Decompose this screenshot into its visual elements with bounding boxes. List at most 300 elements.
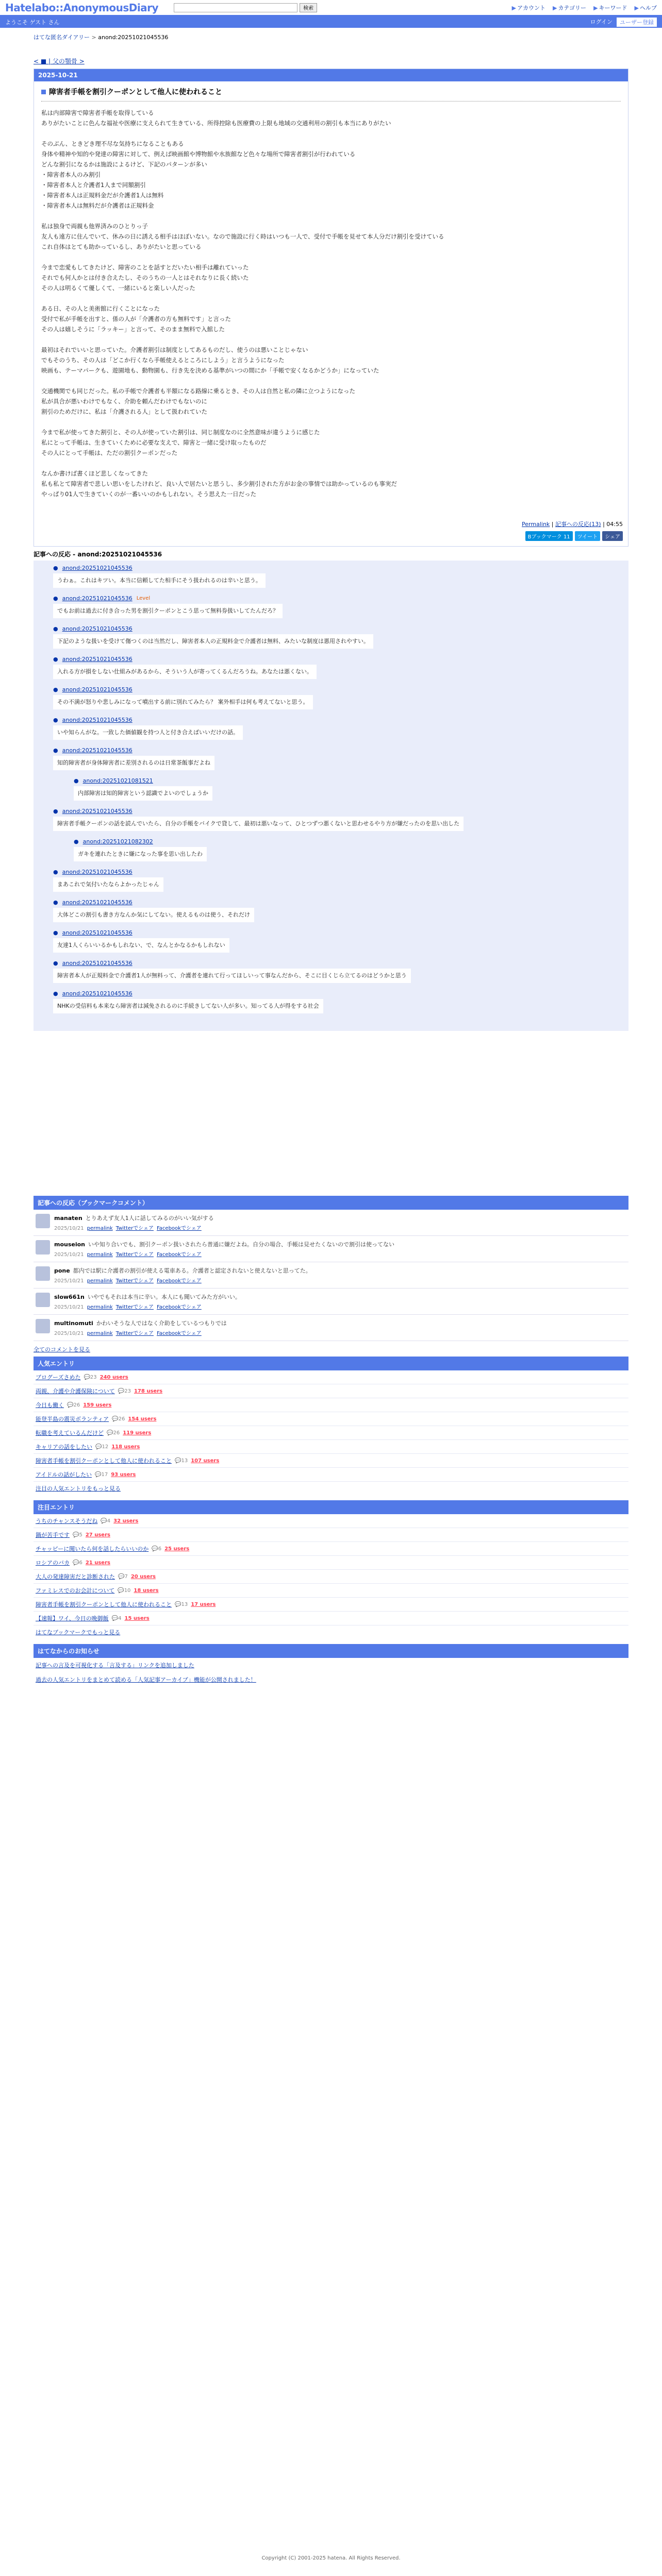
ref-body: でもお前は過去に付き合った男を割引クーポンとこう思って無料券扱いしてたんだろ？ [53,604,283,618]
article-line: 映画も、テーマパークも、遊園地も、動物園も、行き先を決める基準がいつの間にか「手帳で安くなるかどうか」になっていた [41,367,379,374]
rank-item [34,1584,628,1598]
article-line: ・障害者本人は無料だが介護者は正規料金 [41,202,154,209]
bookmark-user[interactable]: pone [54,1267,70,1274]
bookmark-meta [54,1302,241,1310]
comment-icon: 💬 [101,1518,107,1524]
bookmark-user[interactable]: multinomuti [54,1320,93,1327]
bullet-icon: ● [53,899,58,906]
ref-head [53,747,623,754]
ref-head [53,656,623,663]
comment-icon: 💬 [118,1388,125,1394]
ref-link[interactable]: anond:20251021045536 [62,717,133,723]
help-link[interactable]: ▶ ヘルプ [634,4,657,11]
popular-more-link[interactable]: 注目の人気エントリをもっと見る [36,1485,121,1492]
article-footer: Permalink | 記事への反応(13) | 04:55 [522,521,623,528]
rank-item [34,1412,628,1426]
comment-count-value: 7 [124,1573,128,1580]
bookmark-users[interactable]: 27 users [85,1532,110,1538]
rank-item [34,1598,628,1612]
bookmark-line [54,1214,214,1222]
article-paragraph [41,262,621,293]
bookmark-action-link[interactable]: Twitterでシェア [115,1331,154,1336]
ref-link[interactable]: anond:20251021045536 [62,625,133,632]
rank-item [34,1542,628,1556]
hot-more-link[interactable]: はてなブックマークでもっと見る [36,1629,121,1636]
hot-list [34,1514,628,1625]
comment-count [95,1444,108,1450]
ref-link[interactable]: anond:20251021045536 [62,990,133,997]
rank-title-link[interactable]: 両親、介護や介護保険について [36,1388,115,1395]
comment-icon: 💬 [112,1416,119,1422]
article-line: ある日、その人と美術館に行くことになった [41,305,160,312]
rank-title-link[interactable]: 今日も働く [36,1402,64,1409]
ref-body: 障害者本人が正規料金で介護者1人が無料って、介護者を連れて行ってほしいって事なんだから、そこに目くじら立てるのはどうかと思う [53,969,411,983]
article-paragraph [41,345,621,376]
article-paragraph [41,427,621,458]
notice-link[interactable]: 記事への言及を可視化する「言及する」リンクを追加しました [36,1662,194,1669]
ref-head [53,929,623,936]
bullet-icon: ● [74,777,79,784]
article-paragraph [41,108,621,128]
login-link[interactable]: ログイン [590,19,613,25]
breadcrumb-sep: > [91,34,96,41]
bookmark-line [54,1293,241,1301]
entry-nav [34,57,628,65]
ref-item [53,899,623,922]
article [34,69,628,547]
article-line: 私は内部障害で障害者手帳を取得している [41,109,154,116]
ref-body: 友達1人くらいいるかもしれない、で、なんとかなるかもしれない [53,938,229,953]
bookmark-item [34,1210,628,1236]
bullet-icon: ● [74,838,79,845]
category-link[interactable]: ▶ カテゴリー [553,4,587,11]
rank-title-link[interactable]: 鍋が苦手です [36,1532,70,1538]
ref-item [53,595,623,618]
refs-count-link[interactable]: 記事への反応(13) [555,521,601,528]
article-line: 今まで私が使ってきた割引と、その人が使っていた割引は、同じ制度なのに全然意味が違うように感じた [41,429,320,436]
article-line: それでも何人かとは付き合えたし、そのうちの一人とはそれなりに長く続いた [41,274,249,281]
article-line: そのぶん、ときどき理不尽な気持ちになることもある [41,140,184,147]
article-line: 受付で私が手帳を出すと、係の人が「介護者の方も無料です」と言った [41,315,231,323]
bookmark-user[interactable]: manaten [54,1215,82,1222]
bookmark-users[interactable]: 240 users [100,1374,128,1380]
ref-head [53,625,623,632]
bookmark-users[interactable]: 20 users [130,1573,156,1580]
comment-count-value: 23 [90,1374,97,1380]
comment-count [152,1546,161,1552]
ref-link[interactable]: anond:20251021045536 [62,869,133,875]
rank-title-link[interactable]: 大人の発達障害だと診断された [36,1573,115,1580]
comment-count [67,1402,80,1408]
facebook-share-button[interactable]: シェア [602,531,623,541]
top-bar [0,0,662,16]
bookmark-body [54,1319,227,1336]
comment-count-value: 13 [181,1458,188,1464]
bookmark-item [34,1289,628,1315]
rank-title-link[interactable]: 転職を考えているんだけど [36,1430,104,1436]
ref-body: NHKの受信料も本来なら障害者は減免されるのに手続きしてない人が多い。知ってる人が得をする社会 [53,999,323,1013]
bullet-icon: ● [53,990,58,997]
bookmark-date: 2025/10/21 [54,1252,84,1258]
article-line: なんか書けば書くほど悲しくなってきた [41,470,148,477]
ref-head [53,808,623,815]
ref-body: ガキを連れたときに嫌になった事を思い出したわ [74,847,207,861]
ref-body: うわぁ。これはキツい。本当に信頼してた相手にそう扱われるのは辛いと思う。 [53,573,266,588]
bookmark-action-link[interactable]: permalink [87,1278,113,1284]
bookmark-users[interactable]: 159 users [83,1402,112,1408]
bookmark-action-link[interactable]: Twitterでシェア [115,1252,154,1258]
bullet-icon: ● [53,595,58,602]
bookmark-body [54,1266,311,1284]
rank-item [34,1612,628,1625]
bookmark-date: 2025/10/21 [54,1331,84,1336]
account-link[interactable]: ▶ アカウント [511,4,546,11]
ref-link[interactable]: anond:20251021045536 [62,686,133,693]
hot-entries [34,1500,628,1639]
refs-list [34,561,628,1031]
post-time: 04:55 [606,521,623,528]
bullet-icon: ● [53,625,58,632]
ref-head [74,838,623,845]
comment-icon: 💬 [95,1444,102,1450]
bullet-icon: ● [53,869,58,875]
ref-item [53,717,623,740]
arrow-icon: ▶ [593,4,598,11]
ref-item [74,838,623,861]
bullet-icon: ● [53,717,58,723]
ref-body: 障害者手帳クーポンの話を読んでいたら、自分の手帳をバイクで貸して、最初は悪いなって、ひとつずつ悪くないと思わせるやり方が嫌だったのを思い出した [53,817,464,831]
ref-body: その不満が怒りや悲しみになって噴出する前に別れてみたら？ 案外相手は何も考えてないと思う。 [53,695,313,709]
comment-count-value: 26 [118,1416,125,1422]
bookmark-comment: とりあえず友人1人に話してみるのがいい気がする [85,1215,214,1222]
ref-link[interactable]: anond:20251021045536 [62,747,133,754]
notice-title: はてなからのお知らせ [34,1644,628,1658]
article-line: その人は嬉しそうに「ラッキー」と言って、そのまま無料で入館した [41,326,225,333]
all-comments-link[interactable]: 全てのコメントを見る [34,1346,90,1353]
article-date: 2025-10-21 [34,69,628,81]
rank-item [34,1426,628,1440]
bookmark-action-link[interactable]: Twitterでシェア [115,1278,154,1284]
comment-count [73,1560,82,1566]
ref-item [53,656,623,679]
ref-body: 入れる方が損をしない仕組みがあるから、そういう人が寄ってくるんだろうね。あなたは悪くない。 [53,665,317,679]
ref-head [53,686,623,693]
article-line: これ自体はとても助かっているし、ありがたいと思っている [41,243,202,250]
bullet-icon: ● [53,929,58,936]
bookmark-action-link[interactable]: Facebookでシェア [156,1226,202,1231]
ref-level: Level [136,596,151,601]
search-form [174,3,317,12]
comment-icon: 💬 [95,1471,102,1478]
bookmark-users[interactable]: 154 users [128,1416,157,1422]
ref-item [53,565,623,588]
avatar[interactable] [36,1266,50,1281]
article-line: 私も私とて障害者で悲しい思いをしたけれど、良い人で居たいと思うし、多少割引された方がお金の事情では助かっているのも事実だ [41,480,397,487]
ref-body: 知的障害者が身体障害者に差別されるのは日常茶飯事だよね [53,756,214,770]
rank-title-link[interactable]: 障害者手帳を割引クーポンとして他人に使われること [36,1458,172,1464]
ref-body: 大体どこの割引も書き方なんか気にしてない。使えるものは使う、それだけ [53,908,254,922]
bookmark-line [54,1319,227,1327]
comment-count [101,1518,110,1524]
bookmark-action-link[interactable]: Facebookでシェア [156,1331,202,1336]
rank-title-link[interactable]: ファミレスでのお会計について [36,1587,115,1594]
ref-head [74,777,623,784]
article-line: 友人も遠方に住んでいて、休みの日に誘える相手はほぼいない。なので施設に行く時はいつも一人で、受付で手帳を見せて本人分だけ割引を受けている [41,233,444,240]
bookmark-action-link[interactable]: Facebookでシェア [156,1252,202,1258]
comment-icon: 💬 [73,1560,79,1566]
article-line: ・障害者本人は正規料金だが介護者1人は無料 [41,192,164,199]
bookmark-body [54,1240,394,1258]
article-title-text: 障害者手帳を割引クーポンとして他人に使われること [49,88,222,96]
breadcrumb [34,33,628,41]
bookmark-users[interactable]: 21 users [85,1560,110,1566]
breadcrumb-home[interactable]: はてな匿名ダイアリー [34,34,90,41]
avatar[interactable] [36,1293,50,1307]
bookmark-meta [54,1329,227,1336]
rank-title-link[interactable]: キャリアの話をしたい [36,1444,92,1450]
comment-icon: 💬 [175,1458,181,1464]
refs-title: 記事への反応 - anond:20251021045536 [34,551,162,558]
rank-item [34,1570,628,1584]
rank-item [34,1384,628,1398]
bookmark-action-link[interactable]: Facebookでシェア [156,1304,202,1310]
bookmark-users[interactable]: 18 users [134,1587,159,1594]
article-line: 最初はそれでいいと思っていた。介護者割引は制度としてあるものだし、使うのは悪いことじゃない [41,346,308,353]
ref-head [53,960,623,967]
comment-icon: 💬 [84,1374,90,1380]
avatar[interactable] [36,1240,50,1255]
article-line: 交通機関でも同じだった。私の手帳で介護者も半額になる路線に乗るとき、その人は自然と私の隣に立つようになった [41,387,356,395]
bookmark-users[interactable]: 25 users [164,1546,190,1552]
bookmark-comment: 都内では駅に介護者の割引が使える電車ある。介護者と認定されないと使えないと思ってた。 [73,1267,311,1274]
rank-title-link[interactable]: うちのチャンスそうだね [36,1518,98,1524]
bookmark-users[interactable]: 178 users [134,1388,163,1394]
ref-head [53,899,623,906]
ref-item [53,990,623,1013]
bookmark-meta [54,1224,214,1231]
bookmark-users[interactable]: 17 users [191,1601,216,1607]
popular-title: 人気エントリ [34,1357,628,1370]
comment-count [112,1416,125,1422]
avatar[interactable] [36,1319,50,1333]
rank-item [34,1398,628,1412]
ref-body: 下記のような扱いを受けて傷つくのは当然だし、障害者本人の正規料金で介護者は無料、みたいな制度は悪用されやすい。 [53,634,373,649]
register-link[interactable]: ユーザー登録 [617,18,657,27]
keyword-link[interactable]: ▶ キーワード [593,4,627,11]
notice-link[interactable]: 過去の人気エントリをまとめて読める「人気記事アーカイブ」機能が公開されました！ [36,1676,256,1683]
article-line: どんな割引になるかは施設によるけど、下記のパターンが多い [41,161,207,168]
bookmark-users[interactable]: 107 users [191,1458,220,1464]
ref-head [53,869,623,875]
comment-icon: 💬 [111,1615,119,1621]
bookmark-item [34,1262,628,1289]
bookmark-action-link[interactable]: permalink [87,1226,113,1231]
article-line: やっぱり01人で生きていくのが一番いいのかもしれない。そう思えた一日だった [41,490,257,498]
bullet-icon: ● [53,656,58,663]
comment-count-value: 5 [79,1532,82,1538]
article-paragraph [41,468,621,499]
bookmark-date: 2025/10/21 [54,1304,84,1310]
bookmark-users[interactable]: 15 users [124,1615,150,1621]
notice-item [34,1658,628,1672]
comment-count [175,1602,188,1607]
rank-title-link[interactable]: チャッピーに聞いたら何を話したらいいのか [36,1546,149,1552]
ref-item [74,777,623,801]
bookmark-action-link[interactable]: Twitterでシェア [115,1304,154,1310]
ref-item [53,625,623,649]
rank-item [34,1440,628,1454]
article-line: ・障害者本人と介護者1人まで同額割引 [41,181,146,189]
comment-count [107,1430,120,1436]
bookmark-users[interactable]: 32 users [113,1518,139,1524]
bookmark-action-link[interactable]: Facebookでシェア [156,1278,202,1284]
bookmark-action-link[interactable]: permalink [87,1304,113,1310]
ref-item [53,686,623,709]
notice-item [34,1672,628,1687]
bullet-icon: ● [53,960,58,967]
breadcrumb-current: anond:20251021045536 [98,34,169,41]
user-bar [0,16,662,28]
rank-title-link[interactable]: 障害者手帳を割引クーポンとして他人に使われること [36,1601,172,1608]
bullet-icon: ● [53,747,58,754]
bookmark-action-link[interactable]: permalink [87,1331,113,1336]
ref-link[interactable]: anond:20251021045536 [62,960,133,967]
permalink-link[interactable]: Permalink [522,521,550,528]
comment-count [118,1388,131,1394]
rank-item [34,1514,628,1528]
ref-body: 内部障害は知的障害という認識でよいのでしょうか [74,786,212,801]
search-button[interactable]: 検索 [300,3,317,12]
article-paragraph [41,303,621,334]
article-line: 私が具合が悪いわけでもなく、介助を頼んだわけでもないのに [41,398,207,405]
article-title [41,87,621,101]
comment-count [95,1472,108,1478]
article-line: その人は明るくて優しくて、一緒にいると楽しい人だった [41,284,195,292]
comment-icon: 💬 [118,1573,125,1580]
rank-title-link[interactable]: ブログーズさめた [36,1374,81,1381]
comment-count-value: 6 [79,1560,82,1566]
ref-link[interactable]: anond:20251021045536 [62,565,133,571]
ref-link[interactable]: anond:20251021045536 [62,808,133,815]
comment-count-value: 6 [158,1546,162,1552]
bookmark-comment: いや知り合いでも、割引クーポン扱いされたら普通に嫌だよね。自分の場合、手帳は見せたくないので割引は使ってない [88,1241,395,1248]
ref-link[interactable]: anond:20251021082302 [82,838,153,845]
comment-count [84,1375,96,1380]
bookmark-body [54,1293,241,1310]
comment-count [118,1588,130,1594]
article-line: ・障害者本人のみ割引 [41,171,101,178]
rank-title-link[interactable]: アイドルの話がしたい [36,1471,92,1478]
ref-link[interactable]: anond:20251021045536 [62,595,133,602]
comment-count-value: 26 [73,1402,80,1408]
arrow-icon: ▶ [634,4,639,11]
ref-item [53,960,623,983]
bookmark-action-link[interactable]: Twitterでシェア [115,1226,154,1231]
ref-item [53,869,623,892]
hatena-bookmark-button[interactable]: Bブックマーク 11 [525,531,573,541]
hot-title: 注目エントリ [34,1500,628,1514]
comment-count [118,1574,128,1580]
ref-head [53,717,623,723]
hot-more [34,1625,628,1639]
comment-count [73,1532,82,1538]
rank-item [34,1370,628,1384]
ref-link[interactable]: anond:20251021081521 [82,777,153,784]
article-section [34,81,628,517]
bookmark-meta [54,1250,394,1258]
bullet-icon: ● [53,565,58,571]
article-paragraph [41,139,621,211]
tweet-button[interactable]: ツイート [575,531,601,541]
notices [34,1644,628,1687]
ref-link[interactable]: anond:20251021045536 [62,656,133,663]
ref-head [53,990,623,997]
ref-head [53,595,623,602]
bookmark-users[interactable]: 119 users [123,1430,152,1436]
top-links [512,4,657,12]
rank-title-link[interactable]: 能登半島の震災ボランティア [36,1416,109,1422]
article-line: 身体や精神や知的や発達の障害に対して、例えば映画館や博物館や水族館など色々な場所で障害者割引が行われている [41,150,356,158]
footer-copyright: Copyright (C) 2001-2025 hatena. All Rights Reserved. [261,2555,401,2561]
ref-body: いや知らんがな。一致した価値観を持つ人と付き合えばいいだけの話。 [53,725,243,740]
bookmark-users[interactable]: 118 users [111,1444,140,1450]
ref-item [53,808,623,831]
square-icon [41,90,46,94]
comment-icon: 💬 [73,1532,79,1538]
bookmark-line [54,1266,311,1275]
rank-item [34,1556,628,1570]
comment-icon: 💬 [152,1546,158,1552]
comment-count-value: 12 [102,1444,109,1450]
ref-item [53,747,623,770]
comment-icon: 💬 [118,1587,124,1594]
bookmark-item [34,1236,628,1262]
rank-title-link[interactable]: ロシアのバカ [36,1560,70,1566]
rank-title-link[interactable]: 【速報】ワイ、今日の晩御飯 [36,1615,109,1622]
bookmark-comments [34,1196,628,1341]
ref-link[interactable]: anond:20251021045536 [62,929,133,936]
arrow-icon: ▶ [553,4,557,11]
bookmark-users[interactable]: 93 users [111,1471,136,1478]
rank-item [34,1454,628,1468]
comment-icon: 💬 [67,1402,74,1408]
article-line: 今まで恋愛もしてきたけど、障害のことを話すとだいたい相手は離れていった [41,264,249,271]
article-paragraph [41,221,621,252]
welcome-text: ようこそ ゲスト さん [5,19,60,26]
comment-count-value: 4 [118,1615,122,1621]
rank-item [34,1468,628,1482]
article-line: 私は独身で両親も他界済みのひとりっ子 [41,223,148,230]
bookmark-comment: かわいそうな人ではなく介助をしているつもりでは [96,1320,227,1327]
prev-next-link[interactable]: < ■ | 父の顎骨 > [34,58,85,65]
comment-count [175,1458,188,1464]
search-input[interactable] [174,3,297,12]
bookmark-action-link[interactable]: permalink [87,1252,113,1258]
comment-count-value: 23 [124,1388,131,1394]
bookmark-item [34,1315,628,1341]
ref-link[interactable]: anond:20251021045536 [62,899,133,906]
article-line: その人にとって手帳は、ただの割引クーポンだった [41,449,178,456]
bookmark-user[interactable]: mouseion [54,1241,86,1248]
ref-item [53,929,623,953]
site-logo[interactable]: Hatelabo::AnonymousDiary [5,1,159,14]
popular-entries [34,1357,628,1495]
article-body [41,108,621,499]
bookmark-user[interactable]: slow661n [54,1294,85,1300]
comment-count [112,1616,122,1621]
comment-count-value: 4 [107,1518,111,1524]
avatar[interactable] [36,1214,50,1228]
